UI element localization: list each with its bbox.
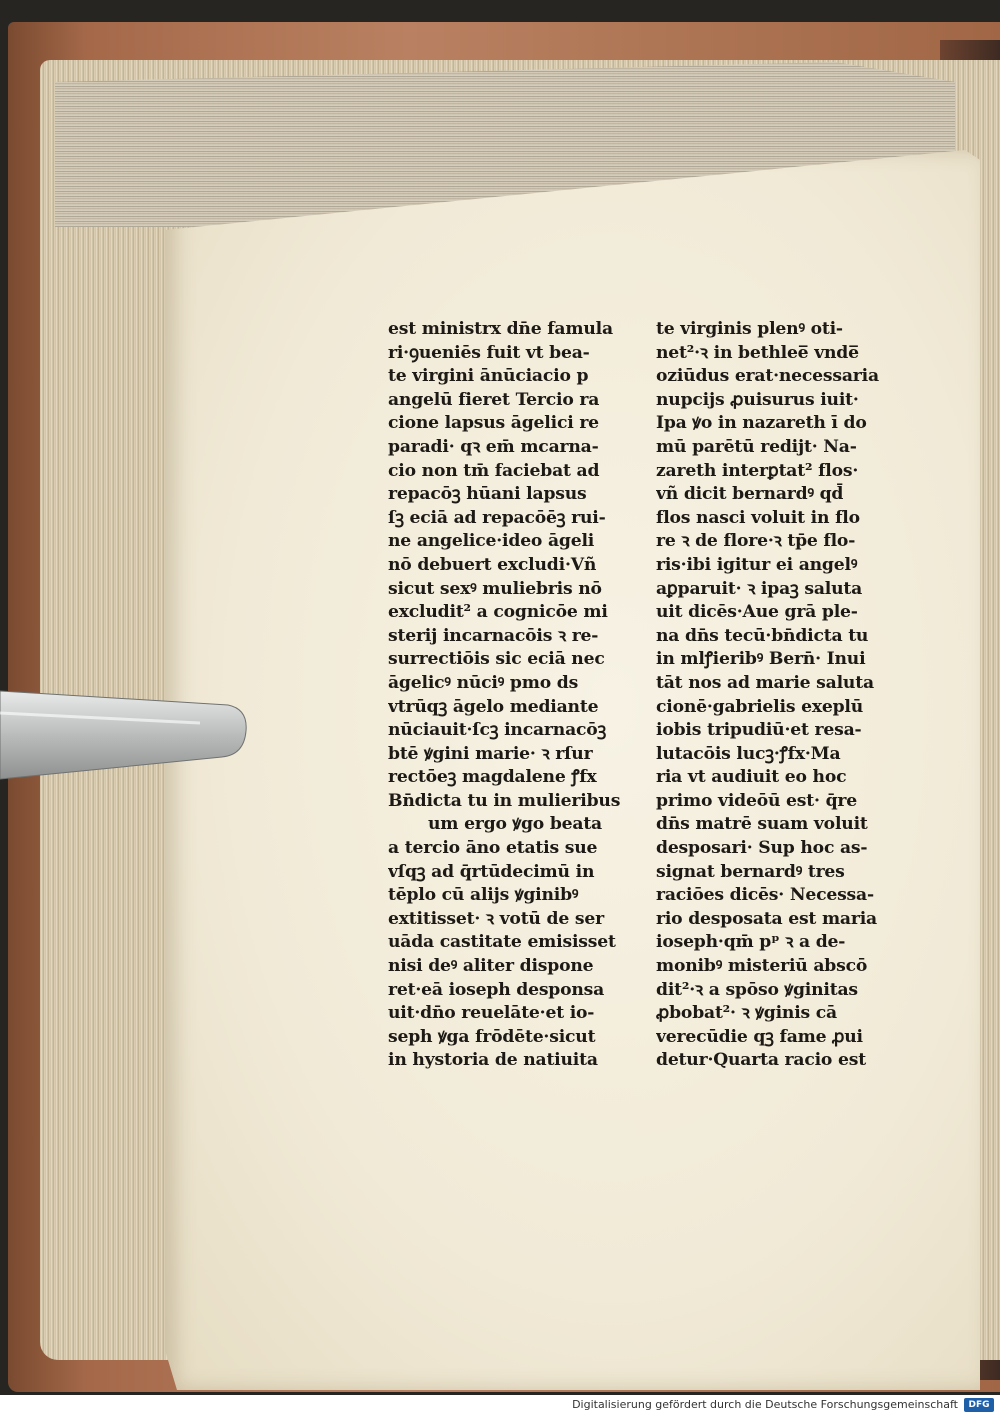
text-line: btē ꝟgini marie· ꝛ rſur <box>388 743 593 764</box>
text-line: ria vt audiuit eo hoc <box>656 767 847 788</box>
text-line: sicut sexꝰ muliebris nō <box>388 578 602 599</box>
dfg-logo: DFG <box>964 1398 994 1412</box>
text-line: nō debuert excludi·Vñ <box>388 554 597 575</box>
text-line: ri·ꝯueniēs fuit vt bea- <box>388 342 590 363</box>
footer-credit: Digitalisierung gefördert durch die Deutsche Forschungsgemeinschaft <box>572 1398 958 1411</box>
text-line: uāda castitate emisisset <box>388 932 616 953</box>
footer-bar <box>0 1395 1000 1417</box>
text-line: sterij incarnacōis ꝛ re- <box>388 625 599 646</box>
text-line: paradi· qꝛ em̄ mcarna- <box>388 436 599 457</box>
text-line: angelū fieret Tercio ra <box>388 389 600 410</box>
text-line: ioseph·qm̄ pᵖ ꝛ a de- <box>656 932 846 953</box>
text-line: re ꝛ de flore·ꝛ tp̄e flo- <box>656 531 856 552</box>
text-line: cio non tm̄ faciebat ad <box>388 460 600 481</box>
text-line: raciōes dicēs· Necessa- <box>656 885 874 906</box>
text-line: vtrūqꝫ āgelo mediante <box>388 696 599 717</box>
text-line: zareth interꝑtat² flos· <box>656 460 859 481</box>
text-line: repacōꝫ hūani lapsus <box>388 484 587 505</box>
text-line: seph ꝟga frōdēte·sicut <box>388 1026 596 1047</box>
text-line: nupcijs ꝓuisurus iuit· <box>656 389 859 410</box>
text-line: āgelicꝰ nūciꝰ pmo ds <box>388 672 579 693</box>
text-line: ſꝫ eciā ad repacōēꝫ rui- <box>388 507 606 528</box>
text-line: vñ dicit bernardꝰ qd̄ <box>656 484 844 505</box>
text-line: Bn̄dicta tu in mulieribus <box>388 790 621 811</box>
text-line: detur·Quarta racio est <box>656 1050 866 1071</box>
text-line: dn̄s matrē suam voluit <box>656 814 868 835</box>
text-line: monibꝰ misteriū abscō <box>656 956 868 977</box>
text-line: mū parētū redijt· Na- <box>656 436 857 457</box>
text-line: tēplo cū alijs ꝟginibꝰ <box>388 885 579 906</box>
text-line: nisi deꝰ aliter dispone <box>388 956 594 977</box>
text-line: in hystoria de natiuita <box>388 1050 598 1071</box>
text-line: um ergo ꝟgo beata <box>428 814 602 835</box>
text-line: uit dicēs·Aue grā ple- <box>656 602 858 623</box>
text-line: extitisset· ꝛ votū de ser <box>388 908 604 929</box>
text-line: te virgini ānūciacio p <box>388 366 589 387</box>
text-line: ret·eā ioseph desponsa <box>388 979 605 1000</box>
text-line: na dn̄s tecū·bn̄dicta tu <box>656 625 869 646</box>
text-line: a tercio āno etatis sue <box>388 838 598 859</box>
text-line: lutacōis lucꝫ·ꝭfx·Ma <box>656 743 841 764</box>
text-line: rio desposata est maria <box>656 908 877 929</box>
text-line: vſqꝫ ad q̄rtūdecimū in <box>388 861 595 882</box>
text-line: cione lapsus āgelici re <box>388 413 599 434</box>
text-line: uit·dn̄o reuelāte·et io- <box>388 1003 595 1024</box>
text-line: ris·ibi igitur ei angelꝰ <box>656 554 858 575</box>
text-line: oziūdus erat·necessaria <box>656 366 879 387</box>
text-line: ꝓbobat²· ꝛ ꝟginis cā <box>656 1003 837 1024</box>
text-line: in mlꝭieribꝰ Bern̄· Inui <box>656 649 866 670</box>
text-line: tāt nos ad marie saluta <box>656 672 874 693</box>
text-line: verecūdie qꝫ fame ꝓui <box>656 1026 863 1047</box>
text-line: iobis tripudiū·et resa- <box>656 720 862 741</box>
text-line: Ipa ꝟo in nazareth ī do <box>656 413 867 434</box>
text-line: signat bernardꝰ tres <box>656 861 845 882</box>
text-line: desposari· Sup hoc as- <box>656 838 868 859</box>
text-line: flos nasci voluit in flo <box>656 507 860 528</box>
text-line: cionē·gabrielis exeplū <box>656 696 864 717</box>
text-line: excludit² a cognicōe mi <box>388 602 608 623</box>
text-line: primo videōū est· q̄re <box>656 790 857 811</box>
text-column-left <box>388 318 638 1073</box>
text-column-right <box>656 318 906 1073</box>
text-line: te virginis plenꝰ oti- <box>656 319 843 339</box>
text-line: net²·ꝛ in bethlee̅ vnde̅ <box>656 342 859 363</box>
text-line: dit²·ꝛ a spōso ꝟginitas <box>656 979 858 1000</box>
text-line: surrectiōis sic eciā nec <box>388 649 605 670</box>
page-holder-tool <box>0 683 248 781</box>
text-line: rectōeꝫ magdalene ꝭfx <box>388 767 597 788</box>
text-line: ne angelice·ideo āgeli <box>388 531 595 552</box>
text-line: nūciauit·ſcꝫ incarnacōꝫ <box>388 720 607 741</box>
text-line: aꝑparuit· ꝛ ipaꝫ saluta <box>656 578 863 599</box>
text-line: est ministrx dn̄e famula <box>388 319 613 339</box>
